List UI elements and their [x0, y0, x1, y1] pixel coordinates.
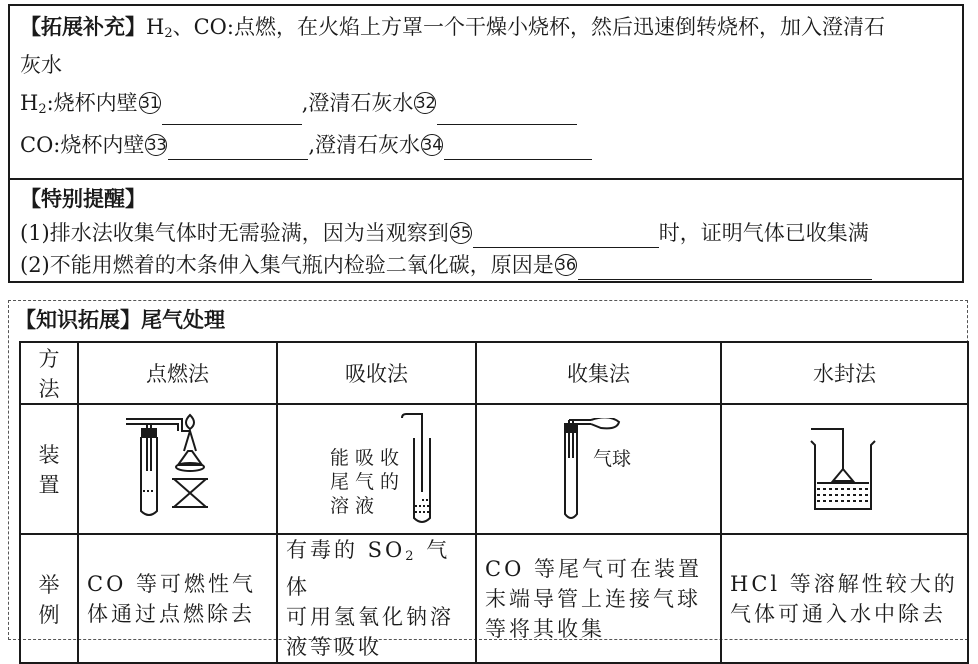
exhaust-gas-box — [8, 300, 968, 659]
intro-line-2: 灰水 — [20, 53, 62, 77]
absorbent-label: 能吸收 尾气的 溶液 — [330, 447, 406, 517]
question-number-31: 31 — [139, 93, 161, 112]
supplement-box — [8, 4, 964, 283]
answer-blank-31[interactable] — [162, 102, 302, 125]
answer-blank-32[interactable] — [437, 102, 577, 125]
question-number-34: 34 — [422, 135, 443, 154]
section-divider — [10, 178, 962, 180]
question-number-35: 35 — [450, 223, 472, 242]
answer-blank-33[interactable] — [168, 137, 308, 160]
co-question: CO:烧杯内壁 33 ,澄清石灰水 34 — [20, 130, 592, 160]
header-method: 方法 — [20, 342, 78, 404]
supplement-heading: 【拓展补充】 — [20, 14, 146, 39]
row-label-example: 举例 — [20, 534, 78, 663]
reminder-heading: 【特别提醒】 — [20, 186, 146, 211]
exhaust-heading: 【知识拓展】尾气处理 — [15, 307, 225, 332]
example-ignition: CO 等可燃性气 体通过点燃除去 — [78, 534, 277, 663]
answer-blank-35[interactable] — [473, 225, 659, 248]
answer-blank-36[interactable] — [578, 257, 872, 280]
example-water-seal: HCl 等溶解性较大的 气体可通入水中除去 — [721, 534, 968, 663]
collection-tube-icon — [557, 418, 637, 524]
header-absorption: 吸收法 — [277, 342, 476, 404]
row-label-device: 装置 — [20, 404, 78, 534]
question-number-36: 36 — [555, 255, 577, 274]
reminder-item-1: (1)排水法收集气体时无需验满，因为当观察到 35 时，证明气体已收集满 — [20, 218, 869, 248]
question-number-33: 33 — [146, 135, 167, 154]
exhaust-methods-table — [19, 341, 969, 664]
absorption-apparatus — [277, 404, 476, 534]
h2-question: $H_2$:烧杯内壁 31 ,澄清石灰水 32 — [20, 88, 577, 125]
water-seal-beaker-icon — [805, 419, 885, 515]
absorption-tube-icon — [398, 412, 438, 528]
example-collection: CO 等尾气可在装置 末端导管上连接气球 等将其收集 — [476, 534, 721, 663]
question-number-32: 32 — [415, 93, 436, 112]
table-header-row — [20, 342, 968, 404]
answer-blank-34[interactable] — [444, 137, 592, 160]
example-absorption: 有毒的 $SO_2$ 气体 可用氢氧化钠溶 液等吸收 — [277, 534, 476, 663]
ignition-apparatus — [78, 404, 277, 534]
table-row-example — [20, 534, 968, 663]
collection-apparatus — [476, 404, 721, 534]
header-ignition: 点燃法 — [78, 342, 277, 404]
balloon-label: 气球 — [593, 448, 632, 470]
header-water-seal: 水封法 — [721, 342, 968, 404]
reminder-item-2: (2)不能用燃着的木条伸入集气瓶内检验二氧化碳，原因是 36 — [20, 250, 872, 280]
table-row-device — [20, 404, 968, 534]
intro-line: 【拓展补充】$H_2$、CO:点燃，在火焰上方罩一个干燥小烧杯，然后迅速倒转烧杯，加入澄清石 — [20, 14, 885, 41]
ignition-apparatus-icon — [118, 411, 238, 523]
water-seal-apparatus — [721, 404, 968, 534]
header-collection: 收集法 — [476, 342, 721, 404]
